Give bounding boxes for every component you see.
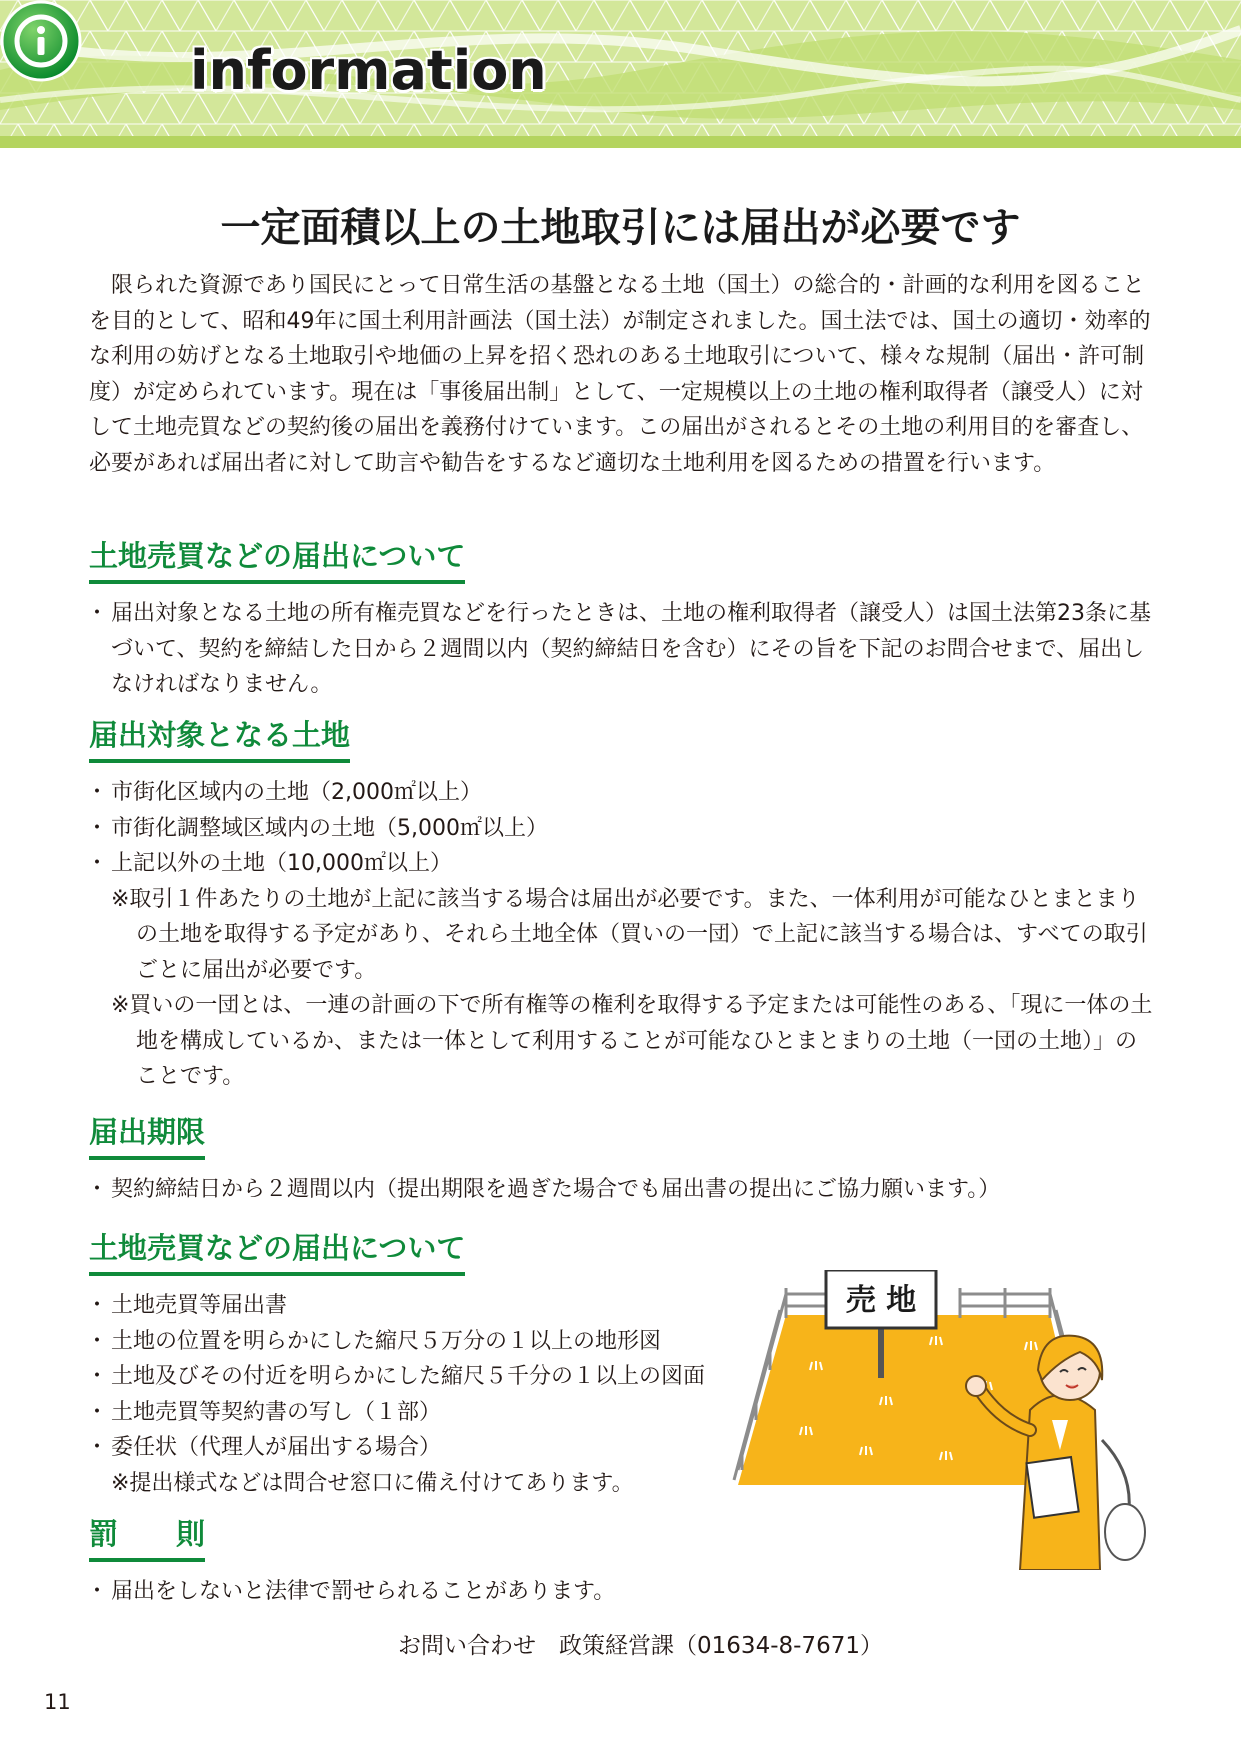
bullet-list [89, 1288, 749, 1466]
note: ※取引１件あたりの土地が上記に該当する場合は届出が必要です。また、一体利用が可能なひとまとまりの土地を取得する予定があり、それら土地全体（買いの一団）で上記に該当する場合は、すべての取引ごとに届出が必要です。 [111, 886, 1148, 983]
section-heading: 罰 則 [89, 1512, 205, 1562]
list-item: ・ 届出対象となる土地の所有権売買などを行ったときは、土地の権利取得者（譲受人）は国土法第23条に基づいて、契約を締結した日から２週間以内（契約締結日を含む）にその旨を下記のお問合せまで、届出しなければなりません。 [89, 596, 1153, 703]
note: ※買いの一団とは、一連の計画の下で所有権等の権利を取得する予定または可能性のある、「現に一体の土地を構成しているか、または一体として利用することが可能なひとまとまりの土地（一団の土地）」のことです。 [111, 993, 1153, 1089]
note: ※提出様式などは問合せ窓口に備え付けてあります。 [111, 1470, 634, 1496]
sign-text: 売 地 [845, 1283, 917, 1318]
section-heading: 届出期限 [89, 1110, 205, 1160]
bullet-list [89, 775, 1153, 882]
header-title: information [190, 39, 547, 102]
intro-paragraph: 限られた資源であり国民にとって日常生活の基盤となる土地（国土）の総合的・計画的な利用を図ることを目的として、昭和49年に国土利用計画法（国土法）が制定されました。国土法では、国土の適切・効率的な利用の妨げとなる土地取引や地価の上昇を招く恐れのある土地取引について、様々な規制（届出・許可制度）が定められています。現在は「事後届出制」として、一定規模以上の土地の権利取得者（譲受人）に対して土地売買などの契約後の届出を義務付けています。この届出がされるとその土地の利用目的を審査し、必要があれば届出者に対して助言や勧告をするなど適切な土地利用を図るための措置を行います。 [89, 273, 1151, 476]
info-icon [0, 0, 82, 82]
list-item: ・ 土地の位置を明らかにした縮尺５万分の１以上の地形図 [89, 1324, 749, 1360]
page-number: 11 [44, 1690, 71, 1714]
list-item: ・ 土地売買等契約書の写し（１部） [89, 1395, 749, 1431]
list-item: ・ 市街化区域内の土地（2,000㎡以上） [89, 775, 1153, 811]
section-documents [89, 1226, 749, 1501]
section-heading: 届出対象となる土地 [89, 713, 350, 763]
list-item: ・ 契約締結日から２週間以内（提出期限を過ぎた場合でも届出書の提出にご協力願います。） [89, 1172, 1153, 1208]
bullet-list [89, 1574, 1153, 1610]
list-item: ・ 委任状（代理人が届出する場合） [89, 1430, 749, 1466]
bullet-list [89, 1172, 1153, 1208]
header-pattern [0, 0, 1241, 148]
list-item: ・ 届出をしないと法律で罰せられることがあります。 [89, 1574, 1153, 1610]
list-item: ・ 土地及びその付近を明らかにした縮尺５千分の１以上の図面 [89, 1359, 749, 1395]
land-for-sale-icon [730, 1270, 1150, 1570]
bullet-list [89, 596, 1153, 703]
section-heading: 土地売買などの届出について [89, 1226, 465, 1276]
header-band [0, 0, 1241, 148]
list-item: ・ 市街化調整域区域内の土地（5,000㎡以上） [89, 811, 1153, 847]
section-heading: 土地売買などの届出について [89, 534, 465, 584]
section-deadline [89, 1110, 1153, 1208]
page-title: 一定面積以上の土地取引には届出が必要です [220, 205, 1021, 251]
contact-info: お問い合わせ 政策経営課（01634-8-7671） [398, 1633, 883, 1659]
section-target-land [89, 713, 1153, 1095]
section-notification [89, 534, 1153, 703]
list-item: ・ 土地売買等届出書 [89, 1288, 749, 1324]
list-item: ・ 上記以外の土地（10,000㎡以上） [89, 846, 1153, 882]
